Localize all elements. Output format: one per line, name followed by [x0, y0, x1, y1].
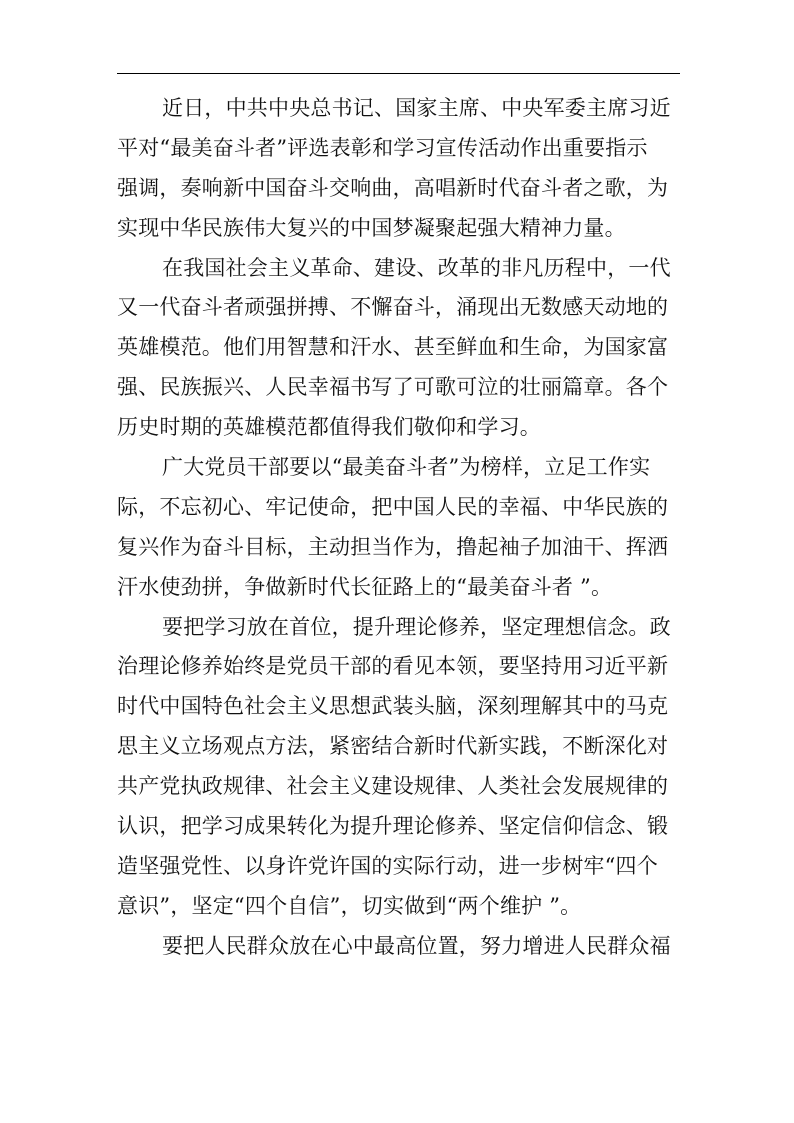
text-line: 又一代奋斗者顽强拼搏、不懈奋斗，涌现出无数感天动地的 — [117, 295, 669, 320]
text-line: 汗水使劲拼，争做新时代长征路上的“最美奋斗者 ”。 — [117, 574, 613, 599]
text-line: 时代中国特色社会主义思想武装头脑，深刻理解其中的马克 — [117, 694, 669, 719]
text-line: 平对“最美奋斗者”评选表彰和学习宣传活动作出重要指示 — [117, 135, 648, 160]
text-line: 在我国社会主义革命、建设、改革的非凡历程中，一代 — [162, 255, 671, 280]
text-line: 思主义立场观点方法，紧密结合新时代新实践，不断深化对 — [117, 734, 669, 759]
text-line: 造坚强党性、以身许党许国的实际行动，进一步树牢“四个 — [117, 853, 658, 878]
document-body — [117, 89, 669, 967]
text-line: 强、民族振兴、人民幸福书写了可歌可泣的壮丽篇章。各个 — [117, 375, 669, 400]
text-line: 共产党执政规律、社会主义建设规律、人类社会发展规律的 — [117, 774, 669, 799]
text-line: 意识”，坚定“四个自信”，切实做到“两个维护 ”。 — [117, 893, 582, 918]
text-line: 实现中华民族伟大复兴的中国梦凝聚起强大精神力量。 — [117, 215, 626, 240]
paragraph — [117, 927, 669, 967]
paragraph — [117, 249, 669, 448]
text-line: 要把人民群众放在心中最高位置，努力增进人民群众福 — [162, 933, 671, 958]
paragraph — [117, 89, 669, 249]
text-line: 强调，奏响新中国奋斗交响曲，高唱新时代奋斗者之歌，为 — [117, 175, 669, 200]
text-line: 广大党员干部要以“最美奋斗者”为榜样，立足工作实 — [162, 455, 651, 480]
text-line: 近日，中共中央总书记、国家主席、中央军委主席习近 — [162, 96, 671, 120]
text-line: 要把学习放在首位，提升理论修养，坚定理想信念。政 — [162, 614, 671, 639]
text-line: 复兴作为奋斗目标，主动担当作为，撸起袖子加油干、挥洒 — [117, 534, 669, 559]
text-line: 际，不忘初心、牢记使命，把中国人民的幸福、中华民族的 — [117, 494, 669, 519]
paragraph — [117, 608, 669, 927]
text-line: 治理论修养始终是党员干部的看见本领，要坚持用习近平新 — [117, 654, 669, 679]
text-line: 英雄模范。他们用智慧和汗水、甚至鲜血和生命，为国家富 — [117, 335, 669, 360]
text-line: 认识，把学习成果转化为提升理论修养、坚定信仰信念、锻 — [117, 814, 669, 839]
header-rule — [117, 73, 680, 74]
paragraph — [117, 448, 669, 608]
text-line: 历史时期的英雄模范都值得我们敬仰和学习。 — [117, 415, 541, 440]
